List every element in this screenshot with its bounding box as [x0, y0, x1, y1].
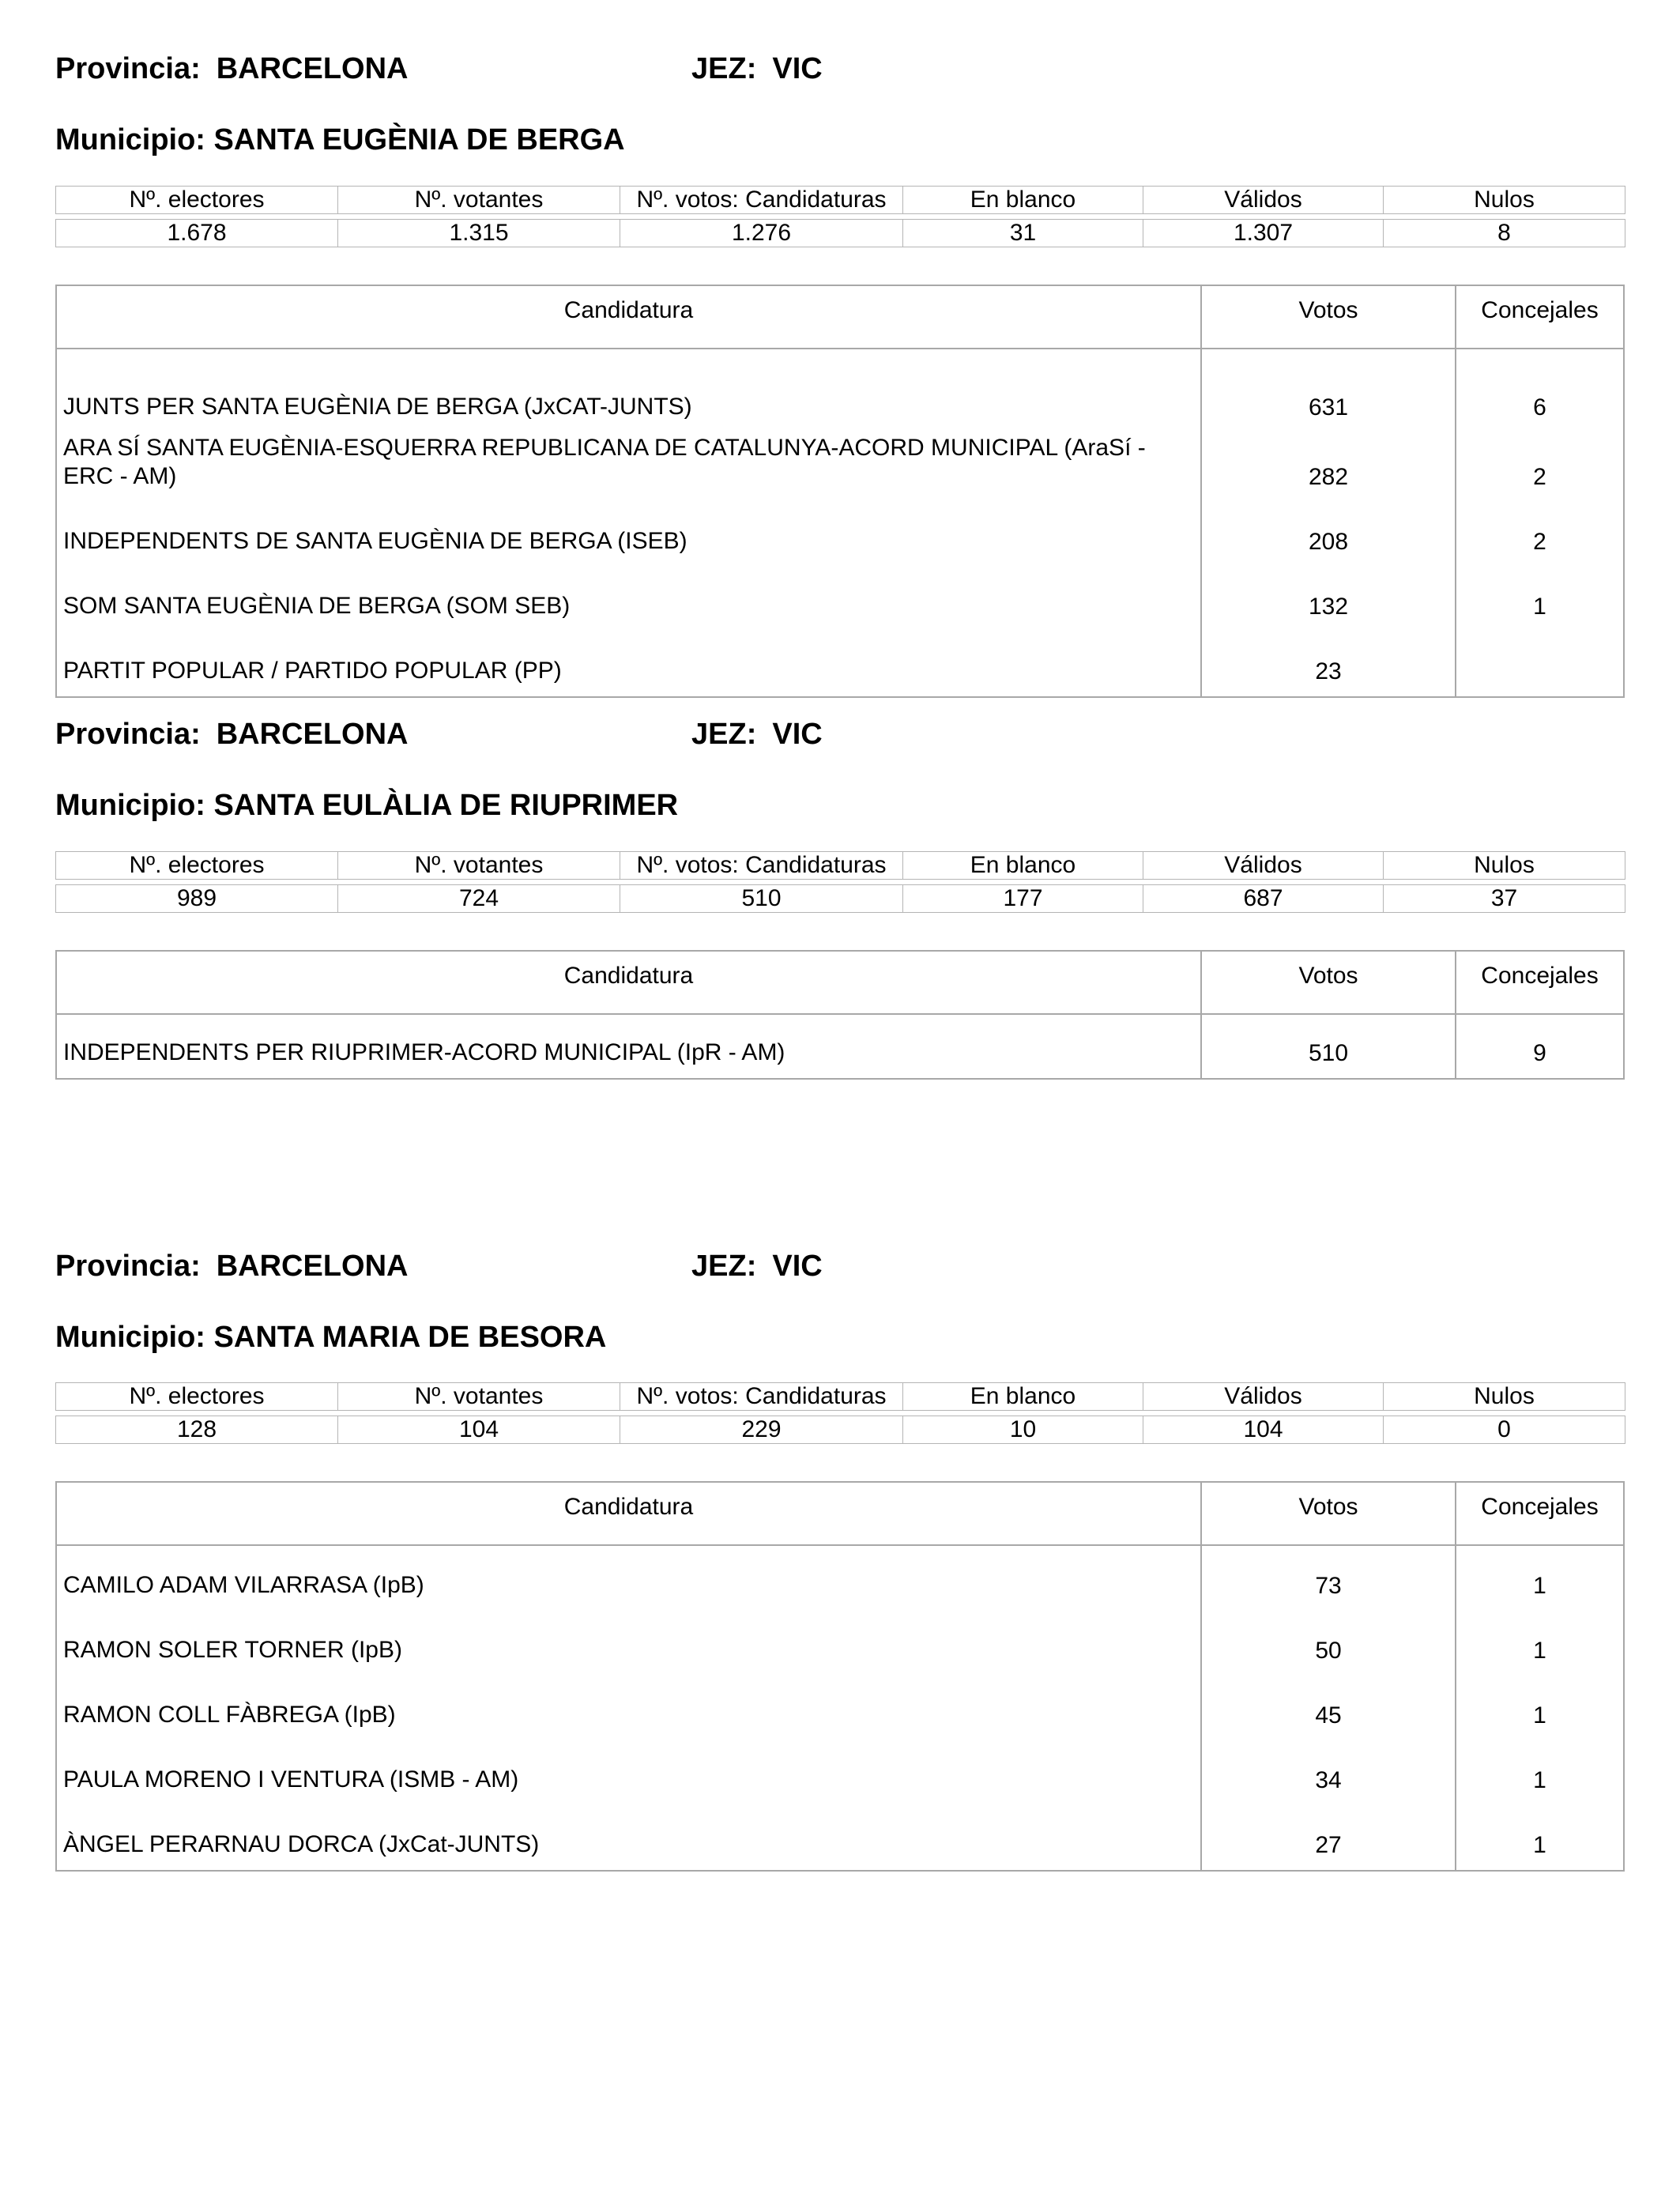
jez-value: VIC [772, 718, 823, 751]
candidate-votos: 50 [1202, 1611, 1456, 1676]
provincia-label: Provincia: [55, 52, 201, 85]
candidate-votos: 27 [1202, 1805, 1456, 1870]
col-concejales: Concejales [1481, 297, 1599, 323]
col-votos: Votos [1202, 1483, 1456, 1544]
stats-validos: 687 [1143, 885, 1384, 913]
col-candidatura: Candidatura [57, 286, 1202, 348]
stats-table [55, 1382, 1625, 1444]
candidate-concejales: 1 [1533, 1702, 1546, 1728]
jez-heading [691, 1251, 823, 1281]
stats-header-votos-candidaturas: Nº. votos: Candidaturas [620, 187, 903, 214]
stats-header-votos-candidaturas: Nº. votos: Candidaturas [620, 1383, 903, 1411]
table-row [57, 502, 1623, 567]
candidate-votos: 631 [1202, 349, 1456, 432]
candidate-name: INDEPENDENTS PER RIUPRIMER-ACORD MUNICIPAL (IpR - AM) [57, 1015, 1202, 1078]
candidates-header-row [57, 1483, 1623, 1546]
candidate-name: ARA SÍ SANTA EUGÈNIA-ESQUERRA REPUBLICANA DE CATALUNYA-ACORD MUNICIPAL (AraSí - ERC - AM) [57, 432, 1202, 502]
stats-header-electores: Nº. electores [56, 1383, 338, 1411]
col-votos: Votos [1202, 952, 1456, 1013]
stats-votantes: 104 [338, 1416, 620, 1444]
table-row [57, 432, 1623, 502]
municipio-value: SANTA EULÀLIA DE RIUPRIMER [213, 789, 679, 822]
municipio-heading [55, 1322, 606, 1352]
stats-header-nulos: Nulos [1384, 1383, 1625, 1411]
stats-header-electores: Nº. electores [56, 187, 338, 214]
stats-value-row [56, 885, 1625, 913]
stats-header-nulos: Nulos [1384, 852, 1625, 880]
stats-header-electores: Nº. electores [56, 852, 338, 880]
table-row [57, 1676, 1623, 1740]
candidate-votos: 23 [1202, 631, 1456, 696]
table-row [57, 631, 1623, 696]
jez-value: VIC [772, 52, 823, 85]
candidate-concejales: 2 [1533, 529, 1546, 555]
candidate-name: PARTIT POPULAR / PARTIDO POPULAR (PP) [57, 631, 1202, 696]
candidates-table [55, 1481, 1625, 1872]
stats-votos-candidaturas: 1.276 [620, 220, 903, 247]
stats-header-validos: Válidos [1143, 187, 1384, 214]
stats-value-row [56, 220, 1625, 247]
stats-en-blanco: 177 [903, 885, 1143, 913]
candidate-name: CAMILO ADAM VILARRASA (IpB) [57, 1546, 1202, 1611]
stats-table [55, 851, 1625, 913]
stats-votantes: 1.315 [338, 220, 620, 247]
candidate-concejales: 1 [1533, 1573, 1546, 1599]
candidates-header-row [57, 952, 1623, 1015]
stats-header-en-blanco: En blanco [903, 187, 1143, 214]
stats-validos: 104 [1143, 1416, 1384, 1444]
candidate-votos: 208 [1202, 502, 1456, 567]
candidate-concejales: 1 [1533, 1832, 1546, 1858]
candidate-votos: 34 [1202, 1740, 1456, 1805]
stats-header-row [56, 852, 1625, 880]
provincia-heading [55, 54, 409, 84]
candidate-name: SOM SANTA EUGÈNIA DE BERGA (SOM SEB) [57, 567, 1202, 631]
candidate-concejales: 1 [1533, 594, 1546, 620]
municipio-label: Municipio: [55, 1321, 205, 1354]
table-row [57, 1015, 1623, 1078]
candidate-name: RAMON SOLER TORNER (IpB) [57, 1611, 1202, 1676]
stats-header-validos: Válidos [1143, 852, 1384, 880]
municipio-value: SANTA MARIA DE BESORA [213, 1321, 607, 1354]
stats-header-row [56, 187, 1625, 214]
table-row [57, 567, 1623, 631]
stats-votos-candidaturas: 510 [620, 885, 903, 913]
table-row [57, 349, 1623, 432]
stats-nulos: 37 [1384, 885, 1625, 913]
stats-nulos: 0 [1384, 1416, 1625, 1444]
stats-header-votantes: Nº. votantes [338, 1383, 620, 1411]
provincia-value: BARCELONA [216, 52, 409, 85]
stats-value-row [56, 1416, 1625, 1444]
candidate-concejales: 2 [1533, 464, 1546, 490]
stats-en-blanco: 31 [903, 220, 1143, 247]
candidate-votos: 132 [1202, 567, 1456, 631]
candidates-header-row [57, 286, 1623, 349]
candidate-concejales: 6 [1533, 394, 1546, 420]
jez-heading [691, 54, 823, 84]
provincia-label: Provincia: [55, 1250, 201, 1283]
candidate-votos: 45 [1202, 1676, 1456, 1740]
stats-table [55, 186, 1625, 247]
candidate-concejales: 1 [1533, 1638, 1546, 1664]
stats-nulos: 8 [1384, 220, 1625, 247]
stats-header-en-blanco: En blanco [903, 852, 1143, 880]
table-row [57, 1611, 1623, 1676]
municipio-label: Municipio: [55, 123, 205, 156]
col-candidatura: Candidatura [57, 1483, 1202, 1544]
stats-header-validos: Válidos [1143, 1383, 1384, 1411]
municipio-label: Municipio: [55, 789, 205, 822]
stats-electores: 1.678 [56, 220, 338, 247]
municipio-heading [55, 790, 678, 820]
jez-label: JEZ: [691, 718, 757, 751]
table-row [57, 1740, 1623, 1805]
stats-header-votantes: Nº. votantes [338, 187, 620, 214]
stats-header-votos-candidaturas: Nº. votos: Candidaturas [620, 852, 903, 880]
jez-label: JEZ: [691, 52, 757, 85]
stats-header-nulos: Nulos [1384, 187, 1625, 214]
col-concejales: Concejales [1481, 963, 1599, 989]
provincia-heading [55, 719, 409, 749]
candidate-name: JUNTS PER SANTA EUGÈNIA DE BERGA (JxCAT-JUNTS) [57, 349, 1202, 432]
candidate-votos: 510 [1202, 1015, 1456, 1078]
col-concejales: Concejales [1481, 1494, 1599, 1520]
jez-label: JEZ: [691, 1250, 757, 1283]
stats-votantes: 724 [338, 885, 620, 913]
stats-validos: 1.307 [1143, 220, 1384, 247]
municipio-value: SANTA EUGÈNIA DE BERGA [213, 123, 625, 156]
stats-header-row [56, 1383, 1625, 1411]
candidate-votos: 282 [1202, 432, 1456, 502]
provincia-value: BARCELONA [216, 718, 409, 751]
candidate-concejales: 9 [1533, 1040, 1546, 1066]
candidates-table [55, 950, 1625, 1080]
stats-header-votantes: Nº. votantes [338, 852, 620, 880]
col-votos: Votos [1202, 286, 1456, 348]
stats-header-en-blanco: En blanco [903, 1383, 1143, 1411]
col-candidatura: Candidatura [57, 952, 1202, 1013]
jez-heading [691, 719, 823, 749]
stats-votos-candidaturas: 229 [620, 1416, 903, 1444]
candidate-name: RAMON COLL FÀBREGA (IpB) [57, 1676, 1202, 1740]
municipio-heading [55, 125, 625, 155]
candidate-name: ÀNGEL PERARNAU DORCA (JxCat-JUNTS) [57, 1805, 1202, 1870]
stats-electores: 128 [56, 1416, 338, 1444]
table-row [57, 1805, 1623, 1870]
candidates-table [55, 285, 1625, 698]
table-row [57, 1546, 1623, 1611]
provincia-value: BARCELONA [216, 1250, 409, 1283]
candidate-name: PAULA MORENO I VENTURA (ISMB - AM) [57, 1740, 1202, 1805]
candidate-concejales [1456, 631, 1623, 696]
candidate-name: INDEPENDENTS DE SANTA EUGÈNIA DE BERGA (ISEB) [57, 502, 1202, 567]
stats-en-blanco: 10 [903, 1416, 1143, 1444]
candidate-votos: 73 [1202, 1546, 1456, 1611]
provincia-heading [55, 1251, 409, 1281]
provincia-label: Provincia: [55, 718, 201, 751]
jez-value: VIC [772, 1250, 823, 1283]
candidate-concejales: 1 [1533, 1767, 1546, 1793]
stats-electores: 989 [56, 885, 338, 913]
